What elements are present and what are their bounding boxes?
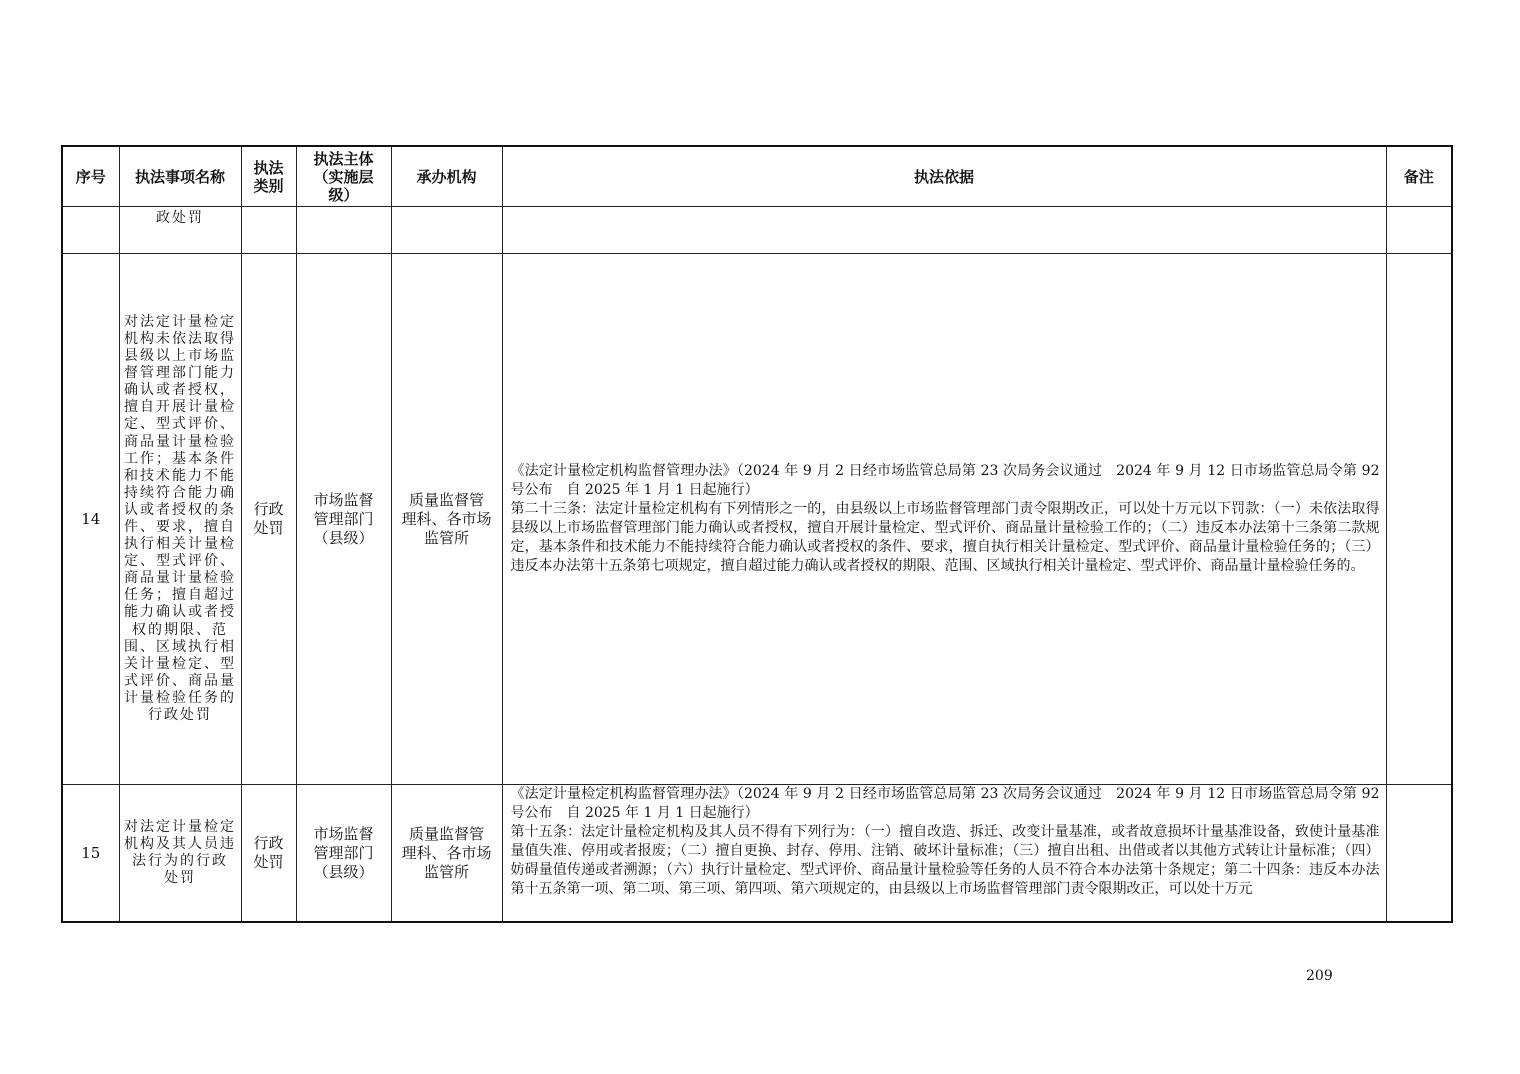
cell-seq: 14 xyxy=(62,254,119,785)
basis-article-paragraph: 第二十三条：法定计量检定机构有下列情形之一的，由县级以上市场监督管理部门责令限期改正，可以处十万元以下罚款：（一）未依法取得县级以上市场监督管理部门能力确认或者授权，擅自开展计量检定、型式评价、商品量计量检验工作的；（二）违反本办法第十三条第二款规定，基本条件和技术能力不能持续符合能力确认或者授权的条件、要求，擅自执行相关计量检定、型式评价、商品量计量检验任务的；（三）违反本办法第十五条第七项规定，擅自超过能力确认或者授权的期限、范围、区域执行相关计量检定、型式评价、商品量计量检验任务的。 xyxy=(510,501,1380,574)
table-header-row xyxy=(62,146,1452,207)
cell-item-name: 对法定计量检定机构及其人员违法行为的行政 处罚 xyxy=(119,785,241,923)
header-subject: 执法主体 （实施层 级） xyxy=(296,146,391,207)
cell-agency: 质量监督管 理科、各市场 监管所 xyxy=(391,254,502,785)
cell-category: 行政 处罚 xyxy=(241,254,296,785)
cell-seq xyxy=(62,207,119,254)
basis-article-paragraph: 第十五条：法定计量检定机构及其人员不得有下列行为：（一）擅自改造、拆迁、改变计量基准，或者故意损坏计量基准设备，致使计量基准量值失准、停用或者报废；（二）擅自更换、封存、停用、注销、破坏计量标准；（三）擅自出租、出借或者以其他方式转让计量标准；（四）妨碍量值传递或者溯源；（六）执行计量检定、型式评价、商品量计量检验等任务的人员不符合本办法第十条规定；第二十四条：违反本办法第十五条第一项、第二项、第三项、第四项、第六项规定的，由县级以上市场监督管理部门责令限期改正，可以处十万元 xyxy=(510,824,1380,897)
header-basis: 执法依据 xyxy=(502,146,1386,207)
cell-agency: 质量监督管 理科、各市场 监管所 xyxy=(391,785,502,923)
basis-source-paragraph: 《法定计量检定机构监督管理办法》（2024 年 9 月 2 日经市场监管总局第 23 次局务会议通过 2024 年 9 月 12 日市场监管总局令第 92 号公布 自 2025 年 1 月 1 日起施行） xyxy=(510,786,1380,821)
table-row xyxy=(62,254,1452,785)
cell-subject xyxy=(296,207,391,254)
header-remark: 备注 xyxy=(1386,146,1452,207)
header-item-name: 执法事项名称 xyxy=(119,146,241,207)
header-agency: 承办机构 xyxy=(391,146,502,207)
cell-basis xyxy=(502,785,1386,923)
cell-remark xyxy=(1386,254,1452,785)
cell-category: 行政 处罚 xyxy=(241,785,296,923)
cell-remark xyxy=(1386,785,1452,923)
table-row xyxy=(62,207,1452,254)
cell-subject: 市场监督 管理部门 （县级） xyxy=(296,254,391,785)
header-category: 执法 类别 xyxy=(241,146,296,207)
cell-subject: 市场监督 管理部门 （县级） xyxy=(296,785,391,923)
header-seq: 序号 xyxy=(62,146,119,207)
table-row xyxy=(62,785,1452,923)
cell-item-name: 政处罚 xyxy=(119,207,241,254)
cell-item-name: 对法定计量检定机构未依法取得县级以上市场监督管理部门能力确认或者授权，擅自开展计量检定、型式评价、商品量计量检验工作；基本条件和技术能力不能持续符合能力确认或者授权的条件、要求，擅自执行相关计量检定、型式评价、商品量计量检验任务；擅自超过能力确认或者授权的期限、范围、区域执行相关计量检定、型式评价、商品量计量检验任务的行政处罚 xyxy=(119,254,241,785)
cell-remark xyxy=(1386,207,1452,254)
cell-seq: 15 xyxy=(62,785,119,923)
cell-basis xyxy=(502,207,1386,254)
cell-basis xyxy=(502,254,1386,785)
cell-category xyxy=(241,207,296,254)
cell-agency xyxy=(391,207,502,254)
basis-source-paragraph: 《法定计量检定机构监督管理办法》（2024 年 9 月 2 日经市场监管总局第 23 次局务会议通过 2024 年 9 月 12 日市场监管总局令第 92 号公布 自 2025 年 1 月 1 日起施行） xyxy=(510,463,1380,498)
enforcement-items-table xyxy=(61,145,1453,923)
page-number: 209 xyxy=(1306,968,1333,984)
